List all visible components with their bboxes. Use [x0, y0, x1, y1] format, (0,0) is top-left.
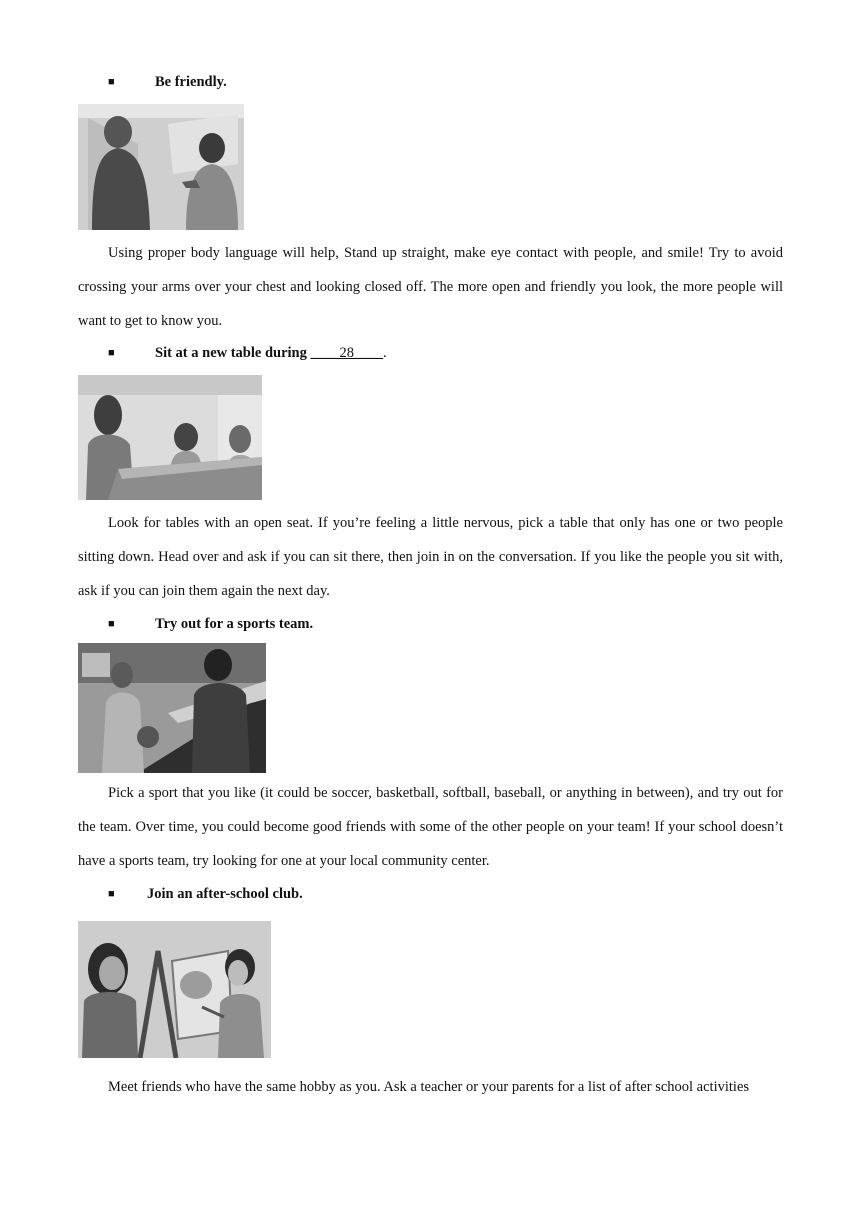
illustration-painting [78, 921, 271, 1058]
heading-text: Sit at a new table during [155, 345, 311, 361]
illustration-lunch-table [78, 375, 262, 500]
paragraph-sports-team: Pick a sport that you like (it could be soccer, basketball, softball, baseball, or anything in between), and try out for the team. Over time, you could become good friends with some of the other people on your team! If your school doesn’t have a sports team, try looking for one at your local community center. [78, 785, 783, 869]
bullet-icon: ■ [108, 888, 115, 900]
blank-right: ____ [354, 345, 383, 361]
paragraph-after-school-club: Meet friends who have the same hobby as you. Ask a teacher or your parents for a list of after school activities [108, 1079, 750, 1095]
section-heading-after-school-club [108, 886, 303, 903]
heading-period: . [383, 345, 387, 361]
bullet-icon: ■ [108, 618, 115, 630]
heading-text: Be friendly. [155, 74, 227, 90]
paragraph-new-table: Look for tables with an open seat. If you’re feeling a little nervous, pick a table that only has one or two people sitting down. Head over and ask if you can sit there, then join in on the conversation. If you like the people you sit with, ask if you can join them again the next day. [78, 515, 783, 599]
illustration-basketball [78, 643, 266, 773]
heading-text: Join an after-school club. [147, 886, 303, 902]
blank-number: 28 [339, 345, 354, 361]
section-heading-sports-team [108, 616, 313, 633]
paragraph-be-friendly: Using proper body language will help, Stand up straight, make eye contact with people, and smile! Try to avoid crossing your arms over your chest and looking closed off. The more open and friendly you look, the more people will want to get to know you. [78, 245, 783, 329]
bullet-icon: ■ [108, 347, 115, 359]
section-heading-new-table [108, 345, 387, 362]
section-heading-be-friendly [108, 74, 227, 91]
bullet-icon: ■ [108, 76, 115, 88]
heading-text: Try out for a sports team. [155, 616, 314, 632]
answer-blank[interactable] [311, 345, 384, 361]
blank-left: ____ [310, 345, 340, 361]
illustration-greeting [78, 104, 244, 230]
